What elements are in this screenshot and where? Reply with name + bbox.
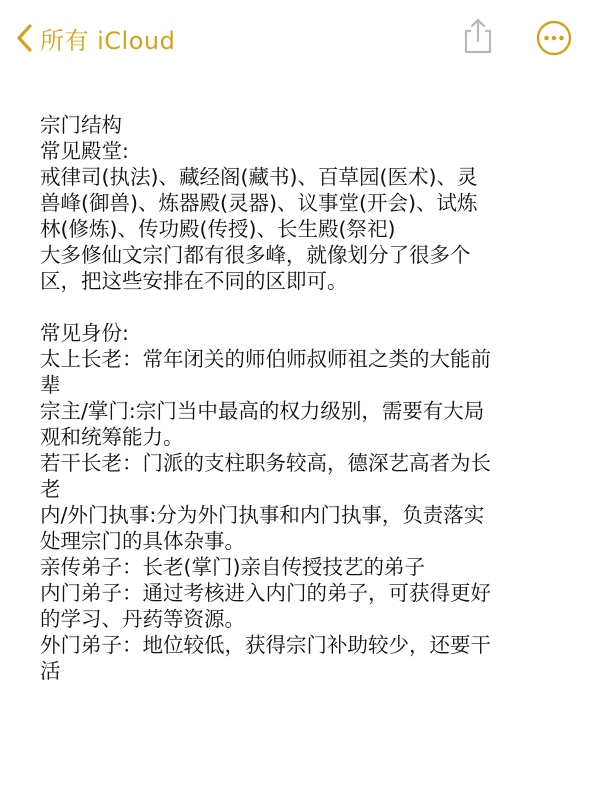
note-line: 外门弟子：地位较低，获得宗门补助较少，还要干 <box>40 633 491 657</box>
note-line: 太上长老：常年闭关的师伯师叔师祖之类的大能前 <box>40 347 491 371</box>
note-line: 活 <box>40 659 61 683</box>
note-line-heading: 宗门结构 <box>40 113 122 137</box>
note-line: 宗主/掌门:宗门当中最高的权力级别，需要有大局 <box>40 399 485 423</box>
note-line: 的学习、丹药等资源。 <box>40 607 245 631</box>
note-line: 老 <box>40 477 61 501</box>
note-line: 亲传弟子：长老(掌门)亲自传授技艺的弟子 <box>40 555 425 579</box>
note-line: 处理宗门的具体杂事。 <box>40 529 245 553</box>
share-icon <box>460 16 496 56</box>
ellipsis-circle-icon <box>534 18 574 58</box>
more-button[interactable] <box>534 18 574 58</box>
note-line: 辈 <box>40 373 61 397</box>
share-button[interactable] <box>460 16 496 56</box>
note-body[interactable] <box>40 112 565 684</box>
note-line: 内门弟子：通过考核进入内门的弟子，可获得更好 <box>40 581 491 605</box>
note-line: 若干长老：门派的支柱职务较高，德深艺高者为长 <box>40 451 491 475</box>
nav-bar <box>0 0 600 80</box>
note-line: 戒律司(执法)、藏经阁(藏书)、百草园(医术)、灵 <box>40 165 478 189</box>
back-label: 所有 iCloud <box>40 26 176 55</box>
chevron-left-icon <box>14 23 36 53</box>
note-line: 兽峰(御兽)、炼器殿(灵器)、议事堂(开会)、试炼 <box>40 191 478 215</box>
note-line: 大多修仙文宗门都有很多峰，就像划分了很多个 <box>40 243 471 267</box>
note-blank-line <box>40 294 565 320</box>
note-line-roles-title: 常见身份: <box>40 321 129 345</box>
note-line: 区，把这些安排在不同的区即可。 <box>40 269 348 293</box>
back-button[interactable] <box>14 20 175 56</box>
note-line-halls-title: 常见殿堂: <box>40 139 129 163</box>
note-line: 林(修炼)、传功殿(传授)、长生殿(祭祀) <box>40 217 396 241</box>
note-line: 内/外门执事:分为外门执事和内门执事，负责落实 <box>40 503 485 527</box>
note-line: 观和统筹能力。 <box>40 425 184 449</box>
